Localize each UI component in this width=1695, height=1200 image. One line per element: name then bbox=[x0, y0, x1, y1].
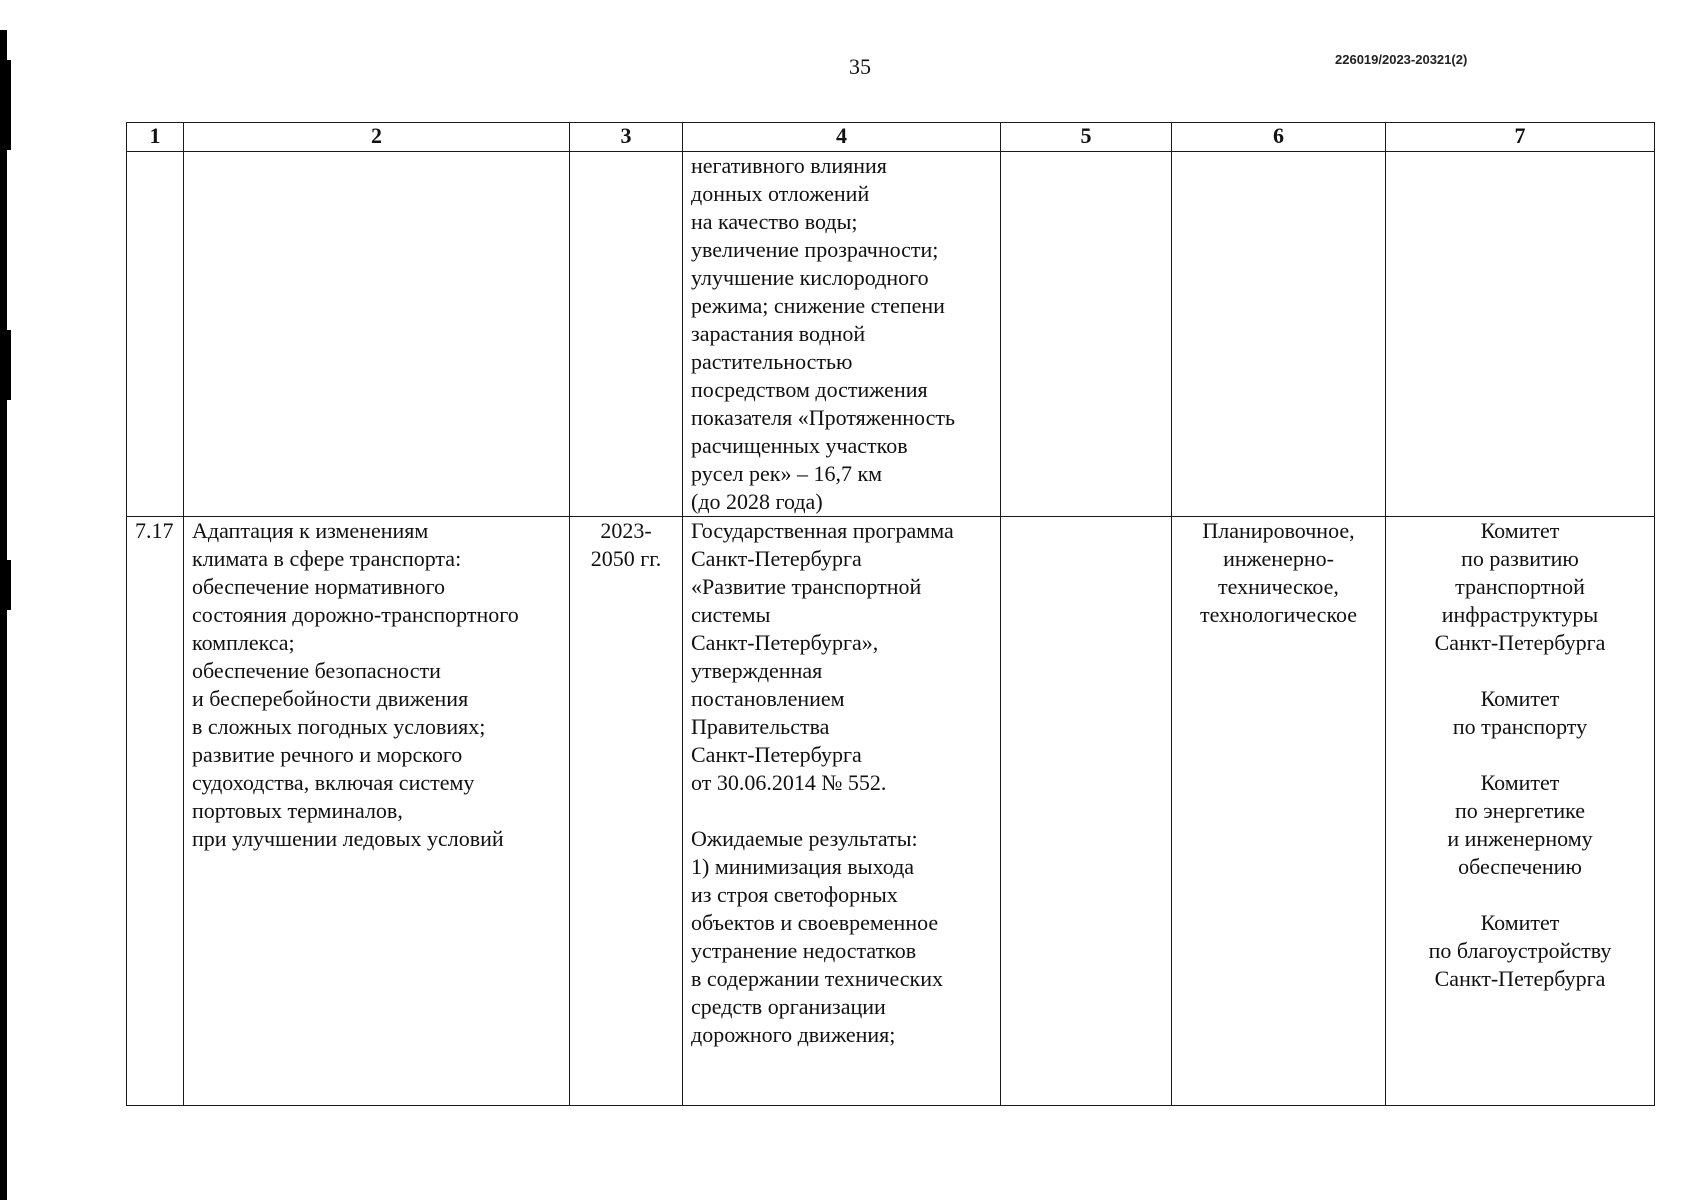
measure-cell: Адаптация к изменениям климата в сфере транспорта: обеспечение нормативного состояния дорожно-транспортного комплекса; обеспечение безопасности и бесперебойности движения в сложных погодных условиях; развитие речного и морского судоходства, включая систему портовых терминалов, при улучшении ледовых условий bbox=[184, 517, 570, 1106]
column-number-row bbox=[127, 123, 1655, 152]
measures-table bbox=[126, 122, 1655, 1106]
row-number-cell: 7.17 bbox=[127, 517, 184, 1106]
column-header: 7 bbox=[1386, 123, 1655, 152]
scan-edge-mark bbox=[7, 330, 11, 400]
scan-edge bbox=[0, 30, 7, 1200]
executors-cell bbox=[1386, 152, 1655, 517]
column5-cell bbox=[1001, 517, 1172, 1106]
type-cell bbox=[1172, 152, 1386, 517]
column-header: 2 bbox=[184, 123, 570, 152]
period-cell: 2023- 2050 гг. bbox=[570, 517, 683, 1106]
column-header: 3 bbox=[570, 123, 683, 152]
column-header: 1 bbox=[127, 123, 184, 152]
page-number: 35 bbox=[849, 54, 871, 79]
document-code: 226019/2023-20321(2) bbox=[1335, 52, 1468, 67]
executors-cell: Комитет по развитию транспортной инфраструктуры Санкт-Петербурга Комитет по транспорту Комитет по энергетике и инженерному обеспечению Комитет по благоустройству Санкт-Петербурга bbox=[1386, 517, 1655, 1106]
table-row bbox=[127, 152, 1655, 517]
column-header: 5 bbox=[1001, 123, 1172, 152]
period-cell bbox=[570, 152, 683, 517]
column5-cell bbox=[1001, 152, 1172, 517]
row-number-cell bbox=[127, 152, 184, 517]
scan-edge-mark bbox=[7, 60, 11, 150]
basis-cell: негативного влияния донных отложений на качество воды; увеличение прозрачности; улучшение кислородного режима; снижение степени зарастания водной растительностью посредством достижения показателя «Протяженность расчищенных участков русел рек» – 16,7 км (до 2028 года) bbox=[683, 152, 1001, 517]
basis-cell: Государственная программа Санкт-Петербурга «Развитие транспортной системы Санкт-Петербурга», утвержденная постановлением Правительства Санкт-Петербурга от 30.06.2014 № 552. Ожидаемые результаты: 1) минимизация выхода из строя светофорных объектов и своевременное устранение недостатков в содержании технических средств организации дорожного движения; bbox=[683, 517, 1001, 1106]
scan-edge-mark bbox=[7, 560, 11, 610]
table-row bbox=[127, 517, 1655, 1106]
type-cell: Планировочное, инженерно- техническое, технологическое bbox=[1172, 517, 1386, 1106]
column-header: 4 bbox=[683, 123, 1001, 152]
measure-cell bbox=[184, 152, 570, 517]
column-header: 6 bbox=[1172, 123, 1386, 152]
